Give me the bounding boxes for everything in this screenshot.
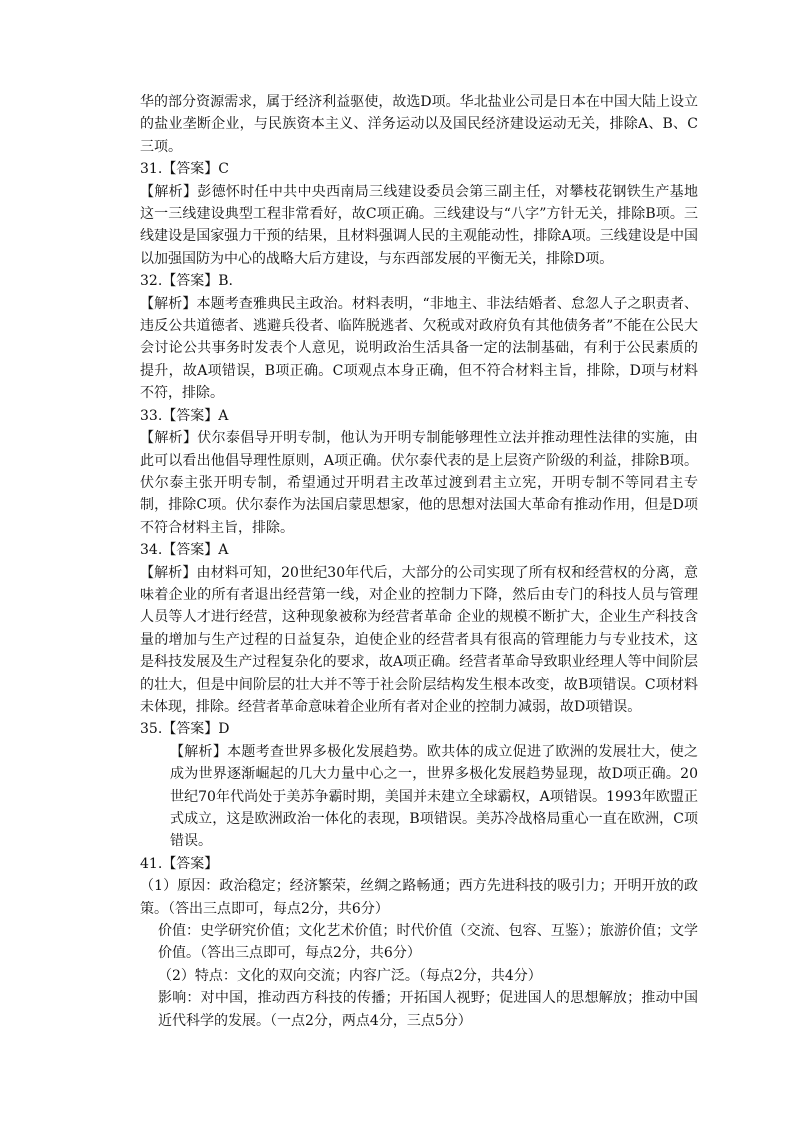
q41-part1: （1）原因：政治稳定；经济繁荣，丝绸之路畅通；西方先进科技的吸引力；开明开放的政策。（答出三点即可，每点2分，共6分） [140, 878, 698, 917]
q41-impact: 影响：对中国，推动西方科技的传播；开拓国人视野；促进国人的思想解放；推动中国近代科学的发展。（一点2分，两点4分，三点5分） [158, 990, 698, 1029]
q31-analysis: 【解析】彭德怀时任中共中央西南局三线建设委员会第三副主任，对攀枝花钢铁生产基地这一三线建设典型工程非常看好，故C项正确。三线建设与“八字”方针无关，排除B项。三线建设是国家强力干预的结果，且材料强调人民的主观能动性，排除A项。三线建设是中国以加强国防为中心的战略大后方建设，与东西部发展的平衡无关，排除D项。 [140, 183, 698, 267]
q32-analysis: 【解析】本题考查雅典民主政治。材料表明，“非地主、非法结婚者、怠忽人子之职责者、违反公共道德者、逃避兵役者、临阵脱逃者、欠税或对政府负有其他债务者”不能在公民大会讨论公共事务时发表个人意见，说明政治生活具备一定的法制基础，有利于公民素质的提升，故A项错误，B项正确。C项观点本身正确，但不符合材料主旨，排除，D项与材料不符，排除。 [140, 295, 698, 402]
q35-answer: 35.【答案】D [140, 721, 230, 738]
q41-value: 价值：史学研究价值；文化艺术价值；时代价值（交流、包容、互鉴）；旅游价值；文学价值。（答出三点即可，每点2分，共6分） [158, 923, 698, 962]
intro-paragraph: 华的部分资源需求，属于经济利益驱使，故选D项。华北盐业公司是日本在中国大陆上设立的盐业垄断企业，与民族资本主义、洋务运动以及国民经济建设运动无关，排除A、B、C三项。 [140, 94, 698, 155]
q35-analysis: 【解析】本题考查世界多极化发展趋势。欧共体的成立促进了欧洲的发展壮大，使之成为世界逐渐崛起的几大力量中心之一，世界多极化发展趋势显现，故D项正确。20世纪70年代尚处于美苏争霸时期，美国并未建立全球霸权，A项错误。1993年欧盟正式成立，这是欧洲政治一体化的表现，B项错误。美苏冷战格局重心一直在欧洲，C项错误。 [170, 743, 698, 850]
q41-part2: （2）特点：文化的双向交流；内容广泛。（每点2分，共4分） [158, 967, 542, 984]
q41-answer: 41.【答案】 [140, 855, 219, 872]
q34-analysis: 【解析】由材料可知，20世纪30年代后，大部分的公司实现了所有权和经营权的分离，意味着企业的所有者退出经营第一线，对企业的控制力下降，然后由专门的科技人员与管理人员等人才进行经营，这种现象被称为经营者革命 企业的规模不断扩大，企业生产科技含量的增加与生产过程的日益复杂，迫使企业的经营者具有很高的管理能力与专业技术，这是科技发展及生产过程复杂化的要求，故A项正确。经营者革命导致职业经理人等中间阶层的壮大，但是中间阶层的壮大并不等于社会阶层结构发生根本改变，故B项错误。C项材料未体现，排除。经营者革命意味着企业所有者对企业的控制力减弱，故D项错误。 [140, 564, 698, 715]
q31-answer: 31.【答案】C [140, 161, 229, 178]
q32-answer: 32.【答案】B. [140, 273, 234, 290]
q34-answer: 34.【答案】A [140, 542, 229, 559]
q33-analysis: 【解析】伏尔泰倡导开明专制，他认为开明专制能够理性立法并推动理性法律的实施，由此可以看出他倡导理性原则，A项正确。伏尔泰代表的是上层资产阶级的利益，排除B项。伏尔泰主张开明专制，希望通过开明君主改革过渡到君主立宪，开明专制不等同君主专制，排除C项。伏尔泰作为法国启蒙思想家，他的思想对法国大革命有推动作用，但是D项不符合材料主旨，排除。 [140, 430, 698, 536]
q33-answer: 33.【答案】A [140, 407, 229, 424]
